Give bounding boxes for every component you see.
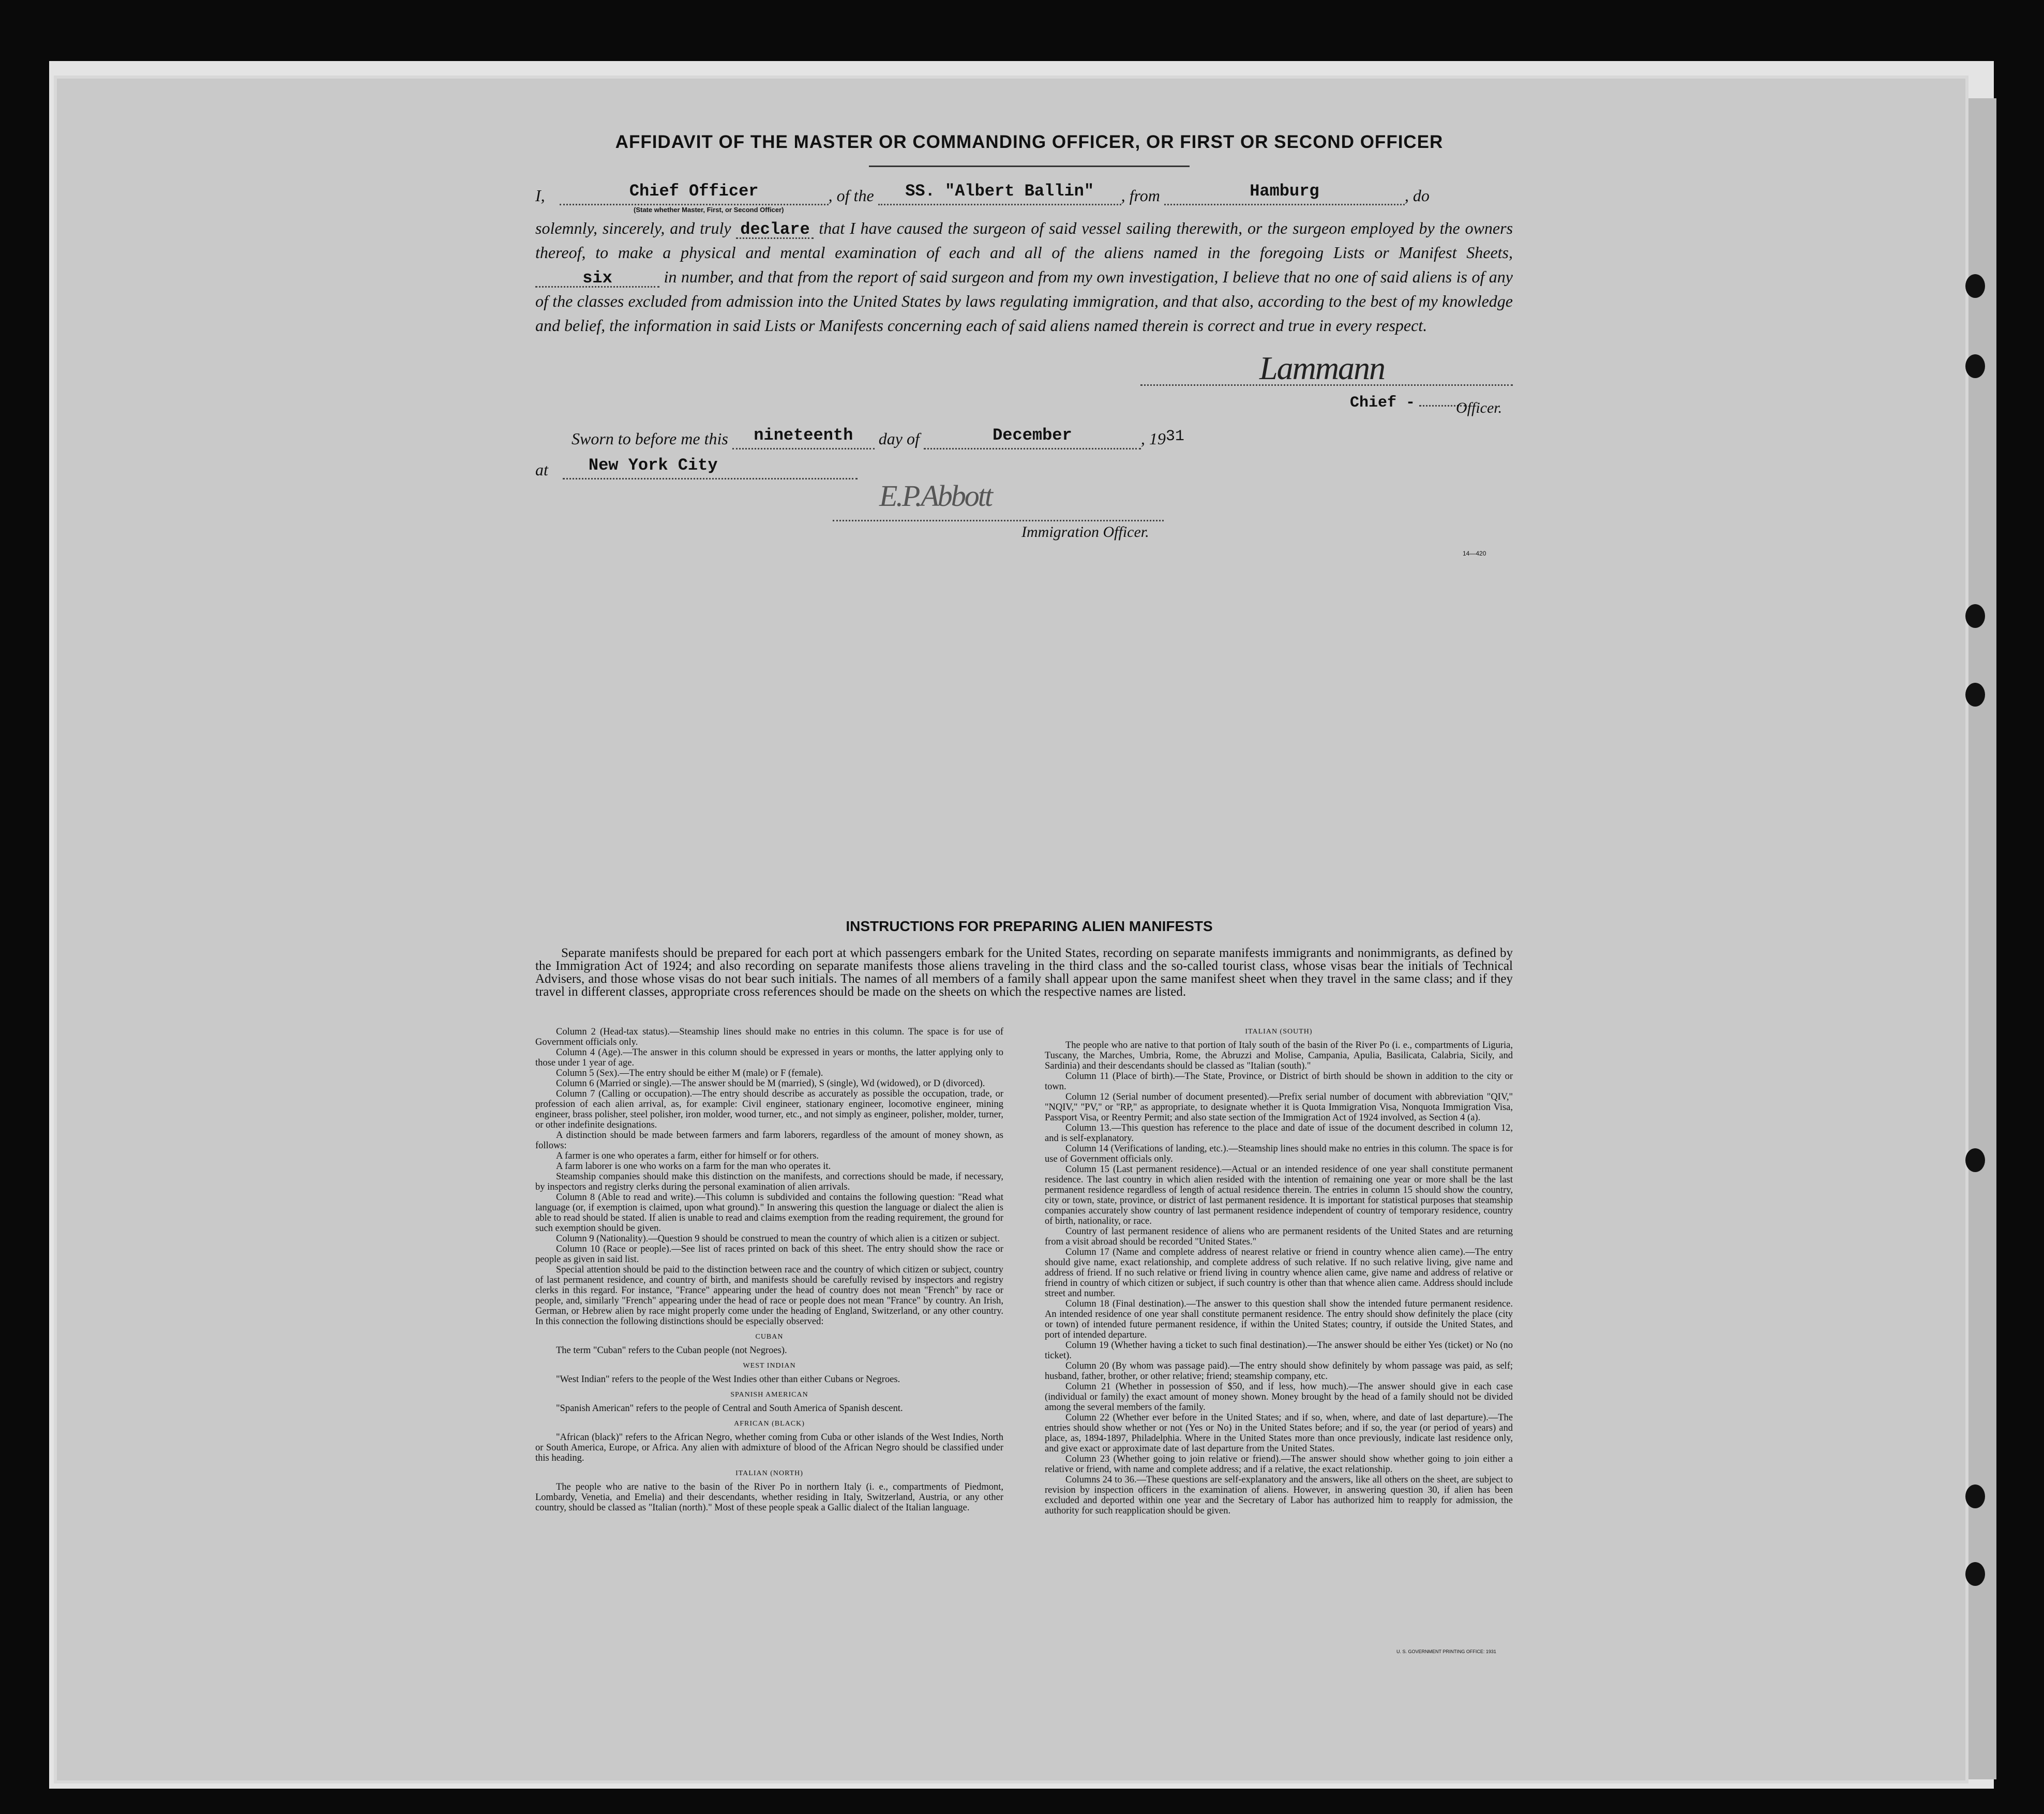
sworn-place-field	[563, 456, 858, 479]
instruction-paragraph: A farmer is one who operates a farm, either for himself or for others.	[556, 1151, 819, 1161]
instruction-paragraph: The people who are native to the basin of the River Po in northern Italy (i. e., compartments of Piedmont, Lombardy, Venetia, and Emelia) and their descendants, whether residing in Italy, Switzerland, Austria, or any other country, should be classed as "Italian (north)." Most of these people speak a Gallic dialect of the Italian language.	[535, 1482, 1003, 1513]
sworn-label: Sworn to before me this	[572, 429, 728, 448]
of-the-label: , of the	[828, 186, 874, 205]
heading-spanish-american: SPANISH AMERICAN	[730, 1391, 808, 1399]
declare-field	[736, 222, 814, 239]
immigration-officer-label: Immigration Officer.	[1021, 523, 1149, 541]
sworn-day-value: nineteenth	[754, 426, 853, 445]
instruction-paragraph: Column 10 (Race or people).—See list of races printed on back of this sheet. The entry should show the race or people as given in said list.	[535, 1244, 1003, 1265]
heading-cuban: CUBAN	[755, 1333, 784, 1341]
instruction-paragraph: Column 4 (Age).—The answer in this column should be expressed in years or months, the latter applying only to those under 1 year of age.	[535, 1047, 1003, 1068]
from-label: , from	[1121, 186, 1160, 205]
instruction-paragraph: A farm laborer is one who works on a farm for the man who operates it.	[556, 1161, 831, 1172]
instruction-paragraph: Column 8 (Able to read and write).—This column is subdivided and contains the following question: "Read what language (or, if exemption is claimed, upon what ground)." In answering this question the language or dialect the alien is able to read should be stated. If alien is unable to read and claims exemption from the reading requirement, the ground for such exemption should be given.	[535, 1192, 1003, 1234]
master-signature: Lammann	[1259, 350, 1385, 386]
instruction-paragraph: Column 9 (Nationality).—Question 9 should be construed to mean the country of which alien is a citizen or subject.	[556, 1234, 1000, 1244]
instruction-paragraph: Special attention should be paid to the distinction between race and the country of which citizen or subject, country of last permanent residence, and country of birth, and manifests should be carefully revised by inspectors and registry clerks in this regard. For instance, "France" appearing under the head of country does not mean "French" by race or people, and, similarly "French" appearing under the head of race or people does not mean "France" by country. An Irish, German, or Hebrew alien by race might properly come under the heading of England, Switzerland, or any other country. In this connection the following distinctions should be especially observed:	[535, 1265, 1003, 1327]
binder-hole	[1965, 604, 1985, 628]
instruction-paragraph: A distinction should be made between farmers and farm laborers, regardless of the amount of money shown, as follows:	[535, 1130, 1003, 1151]
instruction-paragraph: Column 11 (Place of birth).—The State, Province, or District of birth should be shown in addition to the city or town.	[1045, 1071, 1513, 1092]
year-suffix: 31	[1165, 428, 1184, 445]
printer-mark: U. S. GOVERNMENT PRINTING OFFICE: 1931	[1396, 1649, 1496, 1654]
sheet-edge	[1960, 98, 1996, 1779]
signer-rank-row	[1350, 393, 1466, 412]
instruction-paragraph: The people who are native to that portion of Italy south of the basin of the River Po (i. e., compartments of Liguria, Tuscany, the Marches, Umbria, Rome, the Abruzzi and Molise, Campania, Apulia, Basilicata, Calabria, Sicily, and Sardinia) and their descendants should be classed as "Italian (south)."	[1045, 1040, 1513, 1071]
immigration-officer-signature: E.P.Abbott	[879, 479, 992, 513]
port-field	[1164, 182, 1405, 205]
sheets-count-field	[535, 268, 659, 288]
instructions-intro: Separate manifests should be prepared for each port at which passengers embark for the United States, recording on separate manifests immigrants and nonimmigrants, as defined by the Immigration Act of 1924; and also recording on separate manifests those aliens traveling in the third class and the so-called tourist class, whose visas bear the initials of Technical Advisers, and those whose visas do not bear such initials. The names of all members of a family shall appear upon the same manifest sheet when they travel in the same class; and if they travel in different classes, appropriate cross references should be made on the sheets on which the respective names are listed.	[535, 946, 1513, 999]
instructions-left-column	[535, 1027, 1003, 1513]
sworn-day-field	[732, 426, 875, 449]
officer-rank-field	[560, 182, 829, 205]
year-prefix: , 19	[1140, 429, 1166, 448]
port-value: Hamburg	[1250, 182, 1319, 201]
affidavit-title: AFFIDAVIT OF THE MASTER OR COMMANDING OFFICER, OR FIRST OR SECOND OFFICER	[615, 132, 1444, 152]
sheets-count-value: six	[582, 268, 612, 288]
instruction-paragraph: Country of last permanent residence of aliens who are permanent residents of the United States and are returning from a visit abroad should be recorded "United States."	[1045, 1226, 1513, 1247]
heading-italian-north: ITALIAN (NORTH)	[735, 1470, 803, 1477]
solemnly-text: solemnly, sincerely, and truly	[535, 219, 731, 237]
heading-west-indian: WEST INDIAN	[743, 1362, 796, 1370]
binder-hole	[1965, 274, 1985, 298]
instruction-paragraph: Column 22 (Whether ever before in the United States; and if so, when, where, and date of last departure).—The entries should show whether or not (Yes or No) in the United States before; and if so, the year (or period of years) and place, as, 1894-1897, Philadelphia. Where in the United States more than once previously, indicate last residence only, and give exact or approximate date of last departure from the United States.	[1045, 1413, 1513, 1454]
sworn-place-value: New York City	[588, 456, 718, 475]
instruction-paragraph: Column 18 (Final destination).—The answer to this question shall show the intended future permanent residence. An intended residence of one year shall constitute permanent residence. The entry should show definitely the place (city or town) of intended future permanent residence, if within the United States; country, if outside the United States, and port of intended departure.	[1045, 1299, 1513, 1340]
instruction-paragraph: "African (black)" refers to the African Negro, whether coming from Cuba or other islands of the West Indies, North or South America, Europe, or Africa. Any alien with admixture of blood of the African Negro should be classified under this heading.	[535, 1432, 1003, 1463]
body-text-1: that I have caused the surgeon of said vessel sailing therewith, or the surgeon employed by the owners thereof, to make a physical and mental examination of each and all of the aliens named in the foregoing Lists or Manifest Sheets,	[535, 219, 1513, 262]
instruction-paragraph: Column 6 (Married or single).—The answer should be M (married), S (single), Wd (widowed), or D (divorced).	[556, 1078, 985, 1089]
instruction-paragraph: Columns 24 to 36.—These questions are self-explanatory and the answers, like all others on the sheet, are subject to revision by inspection officers in the examination of aliens. However, in answering question 30, if alien has been excluded and deported within one year and the Secretary of Labor has authorized him to reapply for admission, the authority for such reapplication should be given.	[1045, 1475, 1513, 1516]
heading-african: AFRICAN (BLACK)	[734, 1420, 805, 1428]
instruction-paragraph: "Spanish American" refers to the people of Central and South America of Spanish descent.	[556, 1403, 903, 1414]
instruction-paragraph: Column 12 (Serial number of document presented).—Prefix serial number of document with abbreviation "QIV," "NQIV," "PV," or "RP," as appropriate, to designate whether it is Quota Immigration Visa, Nonquota Immigration Visa, Passport Visa, or Reentry Permit; and also state section of the Immigration Act of 1924 involved, as Section 4 (a).	[1045, 1092, 1513, 1123]
instruction-paragraph: Column 13.—This question has reference to the place and date of issue of the document described in column 12, and is self-explanatory.	[1045, 1123, 1513, 1144]
sworn-month-value: December	[993, 426, 1072, 445]
day-of-label: day of	[878, 429, 920, 448]
instruction-paragraph: Column 20 (By whom was passage paid).—The entry should show definitely by whom passage was paid, as self; husband, father, brother, or other relative; friend; steamship company, etc.	[1045, 1361, 1513, 1382]
instruction-paragraph: Steamship companies should make this distinction on the manifests, and corrections should be made, if necessary, by inspectors and registry clerks during the personal examination of alien arrivals.	[535, 1172, 1003, 1192]
instruction-paragraph: Column 15 (Last permanent residence).—Actual or an intended residence of one year shall constitute permanent residence. The last country in which alien resided with the intention of remaining one year or more shall be the last permanent residence regardless of length of actual residence therein. The entries in column 15 should show the country, city or town, state, province, or district of last permanent residence. It is important for statistical purposes that steamship companies accurately show country of last permanent residence independent of country of temporary residence, country of birth, nationality, or race.	[1045, 1164, 1513, 1226]
immigration-signature-line	[833, 520, 1164, 521]
instruction-paragraph: Column 2 (Head-tax status).—Steamship lines should make no entries in this column. The space is for use of Government officials only.	[535, 1027, 1003, 1047]
binder-hole	[1965, 1562, 1985, 1586]
sworn-month-field	[924, 426, 1141, 449]
instruction-paragraph: Column 7 (Calling or occupation).—The entry should describe as accurately as possible the occupation, trade, or profession of each alien arrival, as, for example: Civil engineer, stationary engineer, locomotive engineer, mining engineer, brass polisher, steel polisher, iron molder, wood turner, etc., and not simply as engineer, polisher, molder, turner, or other indefinite designations.	[535, 1089, 1003, 1130]
signature-line	[1140, 384, 1513, 386]
instruction-paragraph: Column 14 (Verifications of landing, etc.).—Steamship lines should make no entries in this column. The space is for use of Government officials only.	[1045, 1144, 1513, 1164]
instructions-right-column	[1045, 1027, 1513, 1516]
affidavit-body	[535, 216, 1513, 338]
sworn-line	[572, 426, 1184, 449]
instruction-paragraph: Column 23 (Whether going to join relative or friend).—The answer should show whether going to join either a relative or friend, with name and complete address; and if a relative, the exact relationship.	[1045, 1454, 1513, 1475]
binder-hole	[1965, 1485, 1985, 1508]
officer-label: Officer.	[1456, 399, 1502, 416]
vessel-value: SS. "Albert Ballin"	[905, 182, 1094, 201]
officer-rank-value: Chief Officer	[629, 182, 759, 201]
vessel-field	[878, 182, 1121, 205]
binder-hole	[1965, 1148, 1985, 1172]
title-underline	[869, 166, 1190, 167]
sworn-place-line	[535, 456, 858, 479]
instruction-paragraph: Column 17 (Name and complete address of nearest relative or friend in country whence alien came).—The entry should give name, exact relationship, and complete address of such relative. If no such relative living, give name and address of friend. If no such relative or friend living in country whence alien came, give name and address of relative or friend in country of which citizen or subject, if such country is other than that whence alien came. Address should include street and number.	[1045, 1247, 1513, 1299]
form-number: 14—420	[1463, 550, 1486, 557]
binder-hole	[1965, 683, 1985, 707]
instruction-paragraph: "West Indian" refers to the people of the West Indies other than either Cubans or Negroes.	[556, 1374, 900, 1385]
at-label: at	[535, 460, 548, 479]
i-label: I,	[535, 186, 545, 205]
signer-rank: Chief -	[1350, 394, 1416, 412]
instruction-paragraph: Column 21 (Whether in possession of $50, and if less, how much).—The answer should give in each case (individual or family) the exact amount of money shown. Money brought by the head of a family should not be divided among the several members of the family.	[1045, 1382, 1513, 1413]
instruction-paragraph: Column 5 (Sex).—The entry should be either M (male) or F (female).	[556, 1068, 823, 1078]
instructions-title: INSTRUCTIONS FOR PREPARING ALIEN MANIFESTS	[846, 918, 1213, 934]
declare-value: declare	[740, 220, 810, 239]
do-label: , do	[1404, 186, 1430, 205]
body-text-2: in number, and that from the report of said surgeon and from my own investigation, I believe that no one of said aliens is of any of the classes excluded from admission into the United States by laws regulating immigration, and that also, according to the best of my knowledge and belief, the information in said Lists or Manifests concerning each of said aliens named therein is correct and true in every respect.	[535, 267, 1513, 335]
instruction-paragraph: Column 19 (Whether having a ticket to such final destination).—The answer should be either Yes (ticket) or No (no ticket).	[1045, 1340, 1513, 1361]
affidavit-line-1	[535, 182, 1430, 205]
binder-hole	[1965, 354, 1985, 378]
rank-hint: (State whether Master, First, or Second Officer)	[634, 206, 784, 214]
heading-italian-south: ITALIAN (SOUTH)	[1245, 1028, 1313, 1036]
instruction-paragraph: The term "Cuban" refers to the Cuban people (not Negroes).	[556, 1345, 787, 1356]
